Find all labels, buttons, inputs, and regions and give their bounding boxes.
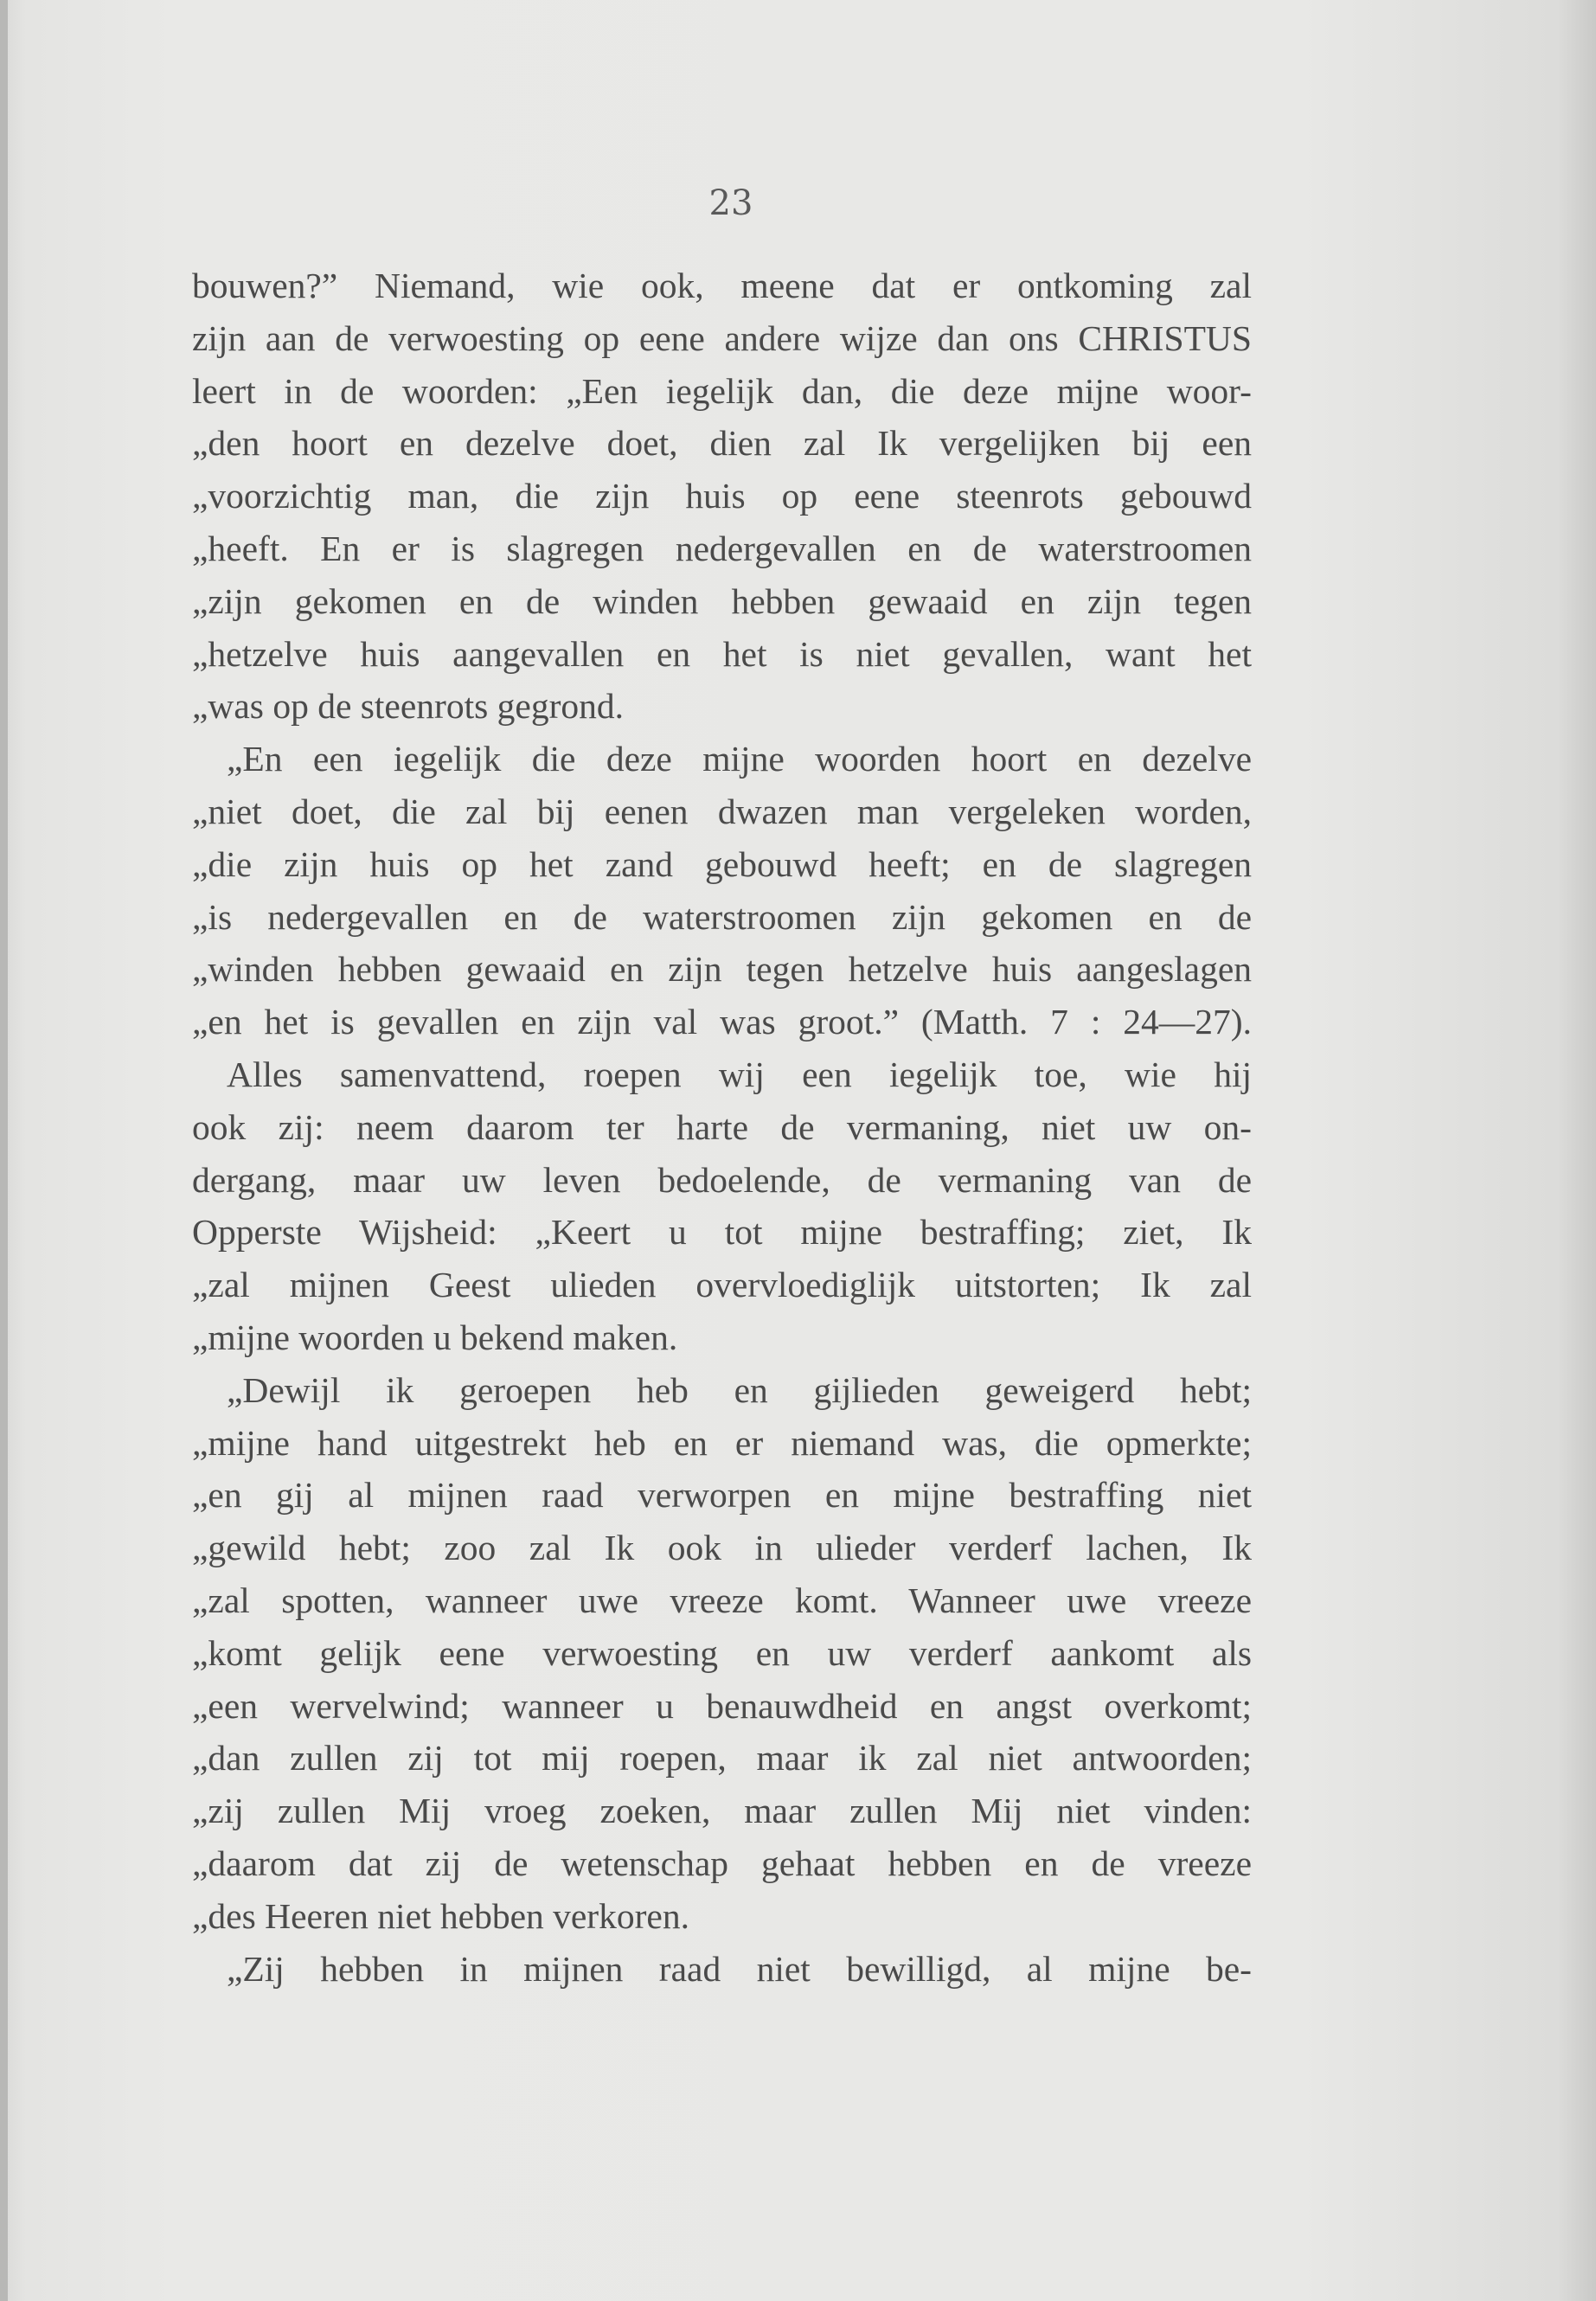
text-line: „zal spotten, wanneer uwe vreeze komt. Wanneer uwe vreeze: [192, 1580, 1252, 1620]
text-line: „zij zullen Mij vroeg zoeken, maar zullen Mij niet vinden:: [192, 1791, 1252, 1831]
text-line: „is nedergevallen en de waterstroomen zijn gekomen en de: [192, 896, 1252, 937]
text-line: „niet doet, die zal bij eenen dwazen man vergeleken worden,: [192, 791, 1252, 831]
page-number: 23: [708, 183, 753, 223]
text-line: Alles samenvattend, roepen wij een iegelijk toe, wie hij: [227, 1054, 1252, 1094]
text-line: „Dewijl ik geroepen heb en gijlieden geweigerd hebt;: [227, 1369, 1252, 1410]
text-line: „Zij hebben in mijnen raad niet bewilligd, al mijne be-: [227, 1948, 1252, 1989]
text-line: „gewild hebt; zoo zal Ik ook in ulieder verderf lachen, Ik: [192, 1528, 1252, 1568]
text-line: „En een iegelijk die deze mijne woorden hoort en dezelve: [227, 739, 1252, 779]
text-line: bouwen?” Niemand, wie ook, meene dat er ontkoming zal: [192, 266, 1252, 305]
text-line: „en gij al mijnen raad verworpen en mijne bestraffing niet: [192, 1475, 1252, 1516]
text-line: „komt gelijk eene verwoesting en uw verderf aankomt als: [192, 1632, 1252, 1673]
text-line: „voorzichtig man, die zijn huis op eene steenrots gebouwd: [192, 476, 1252, 516]
text-line: „heeft. En er is slagregen nedergevallen en de waterstroomen: [192, 528, 1252, 568]
text-line: „mijne woorden u bekend maken.: [192, 1317, 678, 1357]
text-line: „een wervelwind; wanneer u benauwdheid en angst overkomt;: [192, 1685, 1252, 1726]
text-line: zijn aan de verwoesting op eene andere wijze dan ons CHRISTUS: [192, 317, 1252, 358]
text-line: Opperste Wijsheid: „Keert u tot mijne bestraffing; ziet, Ik: [192, 1212, 1252, 1253]
text-line: ook zij: neem daarom ter harte de vermaning, niet uw on-: [192, 1106, 1252, 1147]
text-line: „mijne hand uitgestrekt heb en er niemand was, die opmerkte;: [192, 1422, 1252, 1463]
page-edge-shadow: [0, 0, 8, 2301]
text-line: „dan zullen zij tot mij roepen, maar ik zal niet antwoorden;: [192, 1738, 1252, 1779]
text-line: „hetzelve huis aangevallen en het is niet gevallen, want het: [192, 633, 1252, 674]
text-line: „was op de steenrots gegrond.: [192, 686, 625, 727]
text-line: leert in de woorden: „Een iegelijk dan, die deze mijne woor-: [192, 370, 1252, 411]
body-text: [192, 260, 1252, 1995]
text-line: „des Heeren niet hebben verkoren.: [192, 1895, 689, 1936]
text-line: „en het is gevallen en zijn val was groot.” (Matth. 7 : 24—27).: [192, 1002, 1252, 1042]
text-line: „daarom dat zij de wetenschap gehaat hebben en de vreeze: [192, 1843, 1252, 1883]
text-line: „den hoort en dezelve doet, dien zal Ik vergelijken bij een: [192, 423, 1252, 464]
text-line: „zal mijnen Geest ulieden overvloediglijk uitstorten; Ik zal: [192, 1265, 1252, 1305]
text-line: „zijn gekomen en de winden hebben gewaaid en zijn tegen: [192, 580, 1252, 621]
text-line: „winden hebben gewaaid en zijn tegen hetzelve huis aangeslagen: [192, 949, 1252, 990]
text-line: „die zijn huis op het zand gebouwd heeft; en de slagregen: [192, 843, 1252, 884]
text-line: dergang, maar uw leven bedoelende, de vermaning van de: [192, 1159, 1252, 1200]
